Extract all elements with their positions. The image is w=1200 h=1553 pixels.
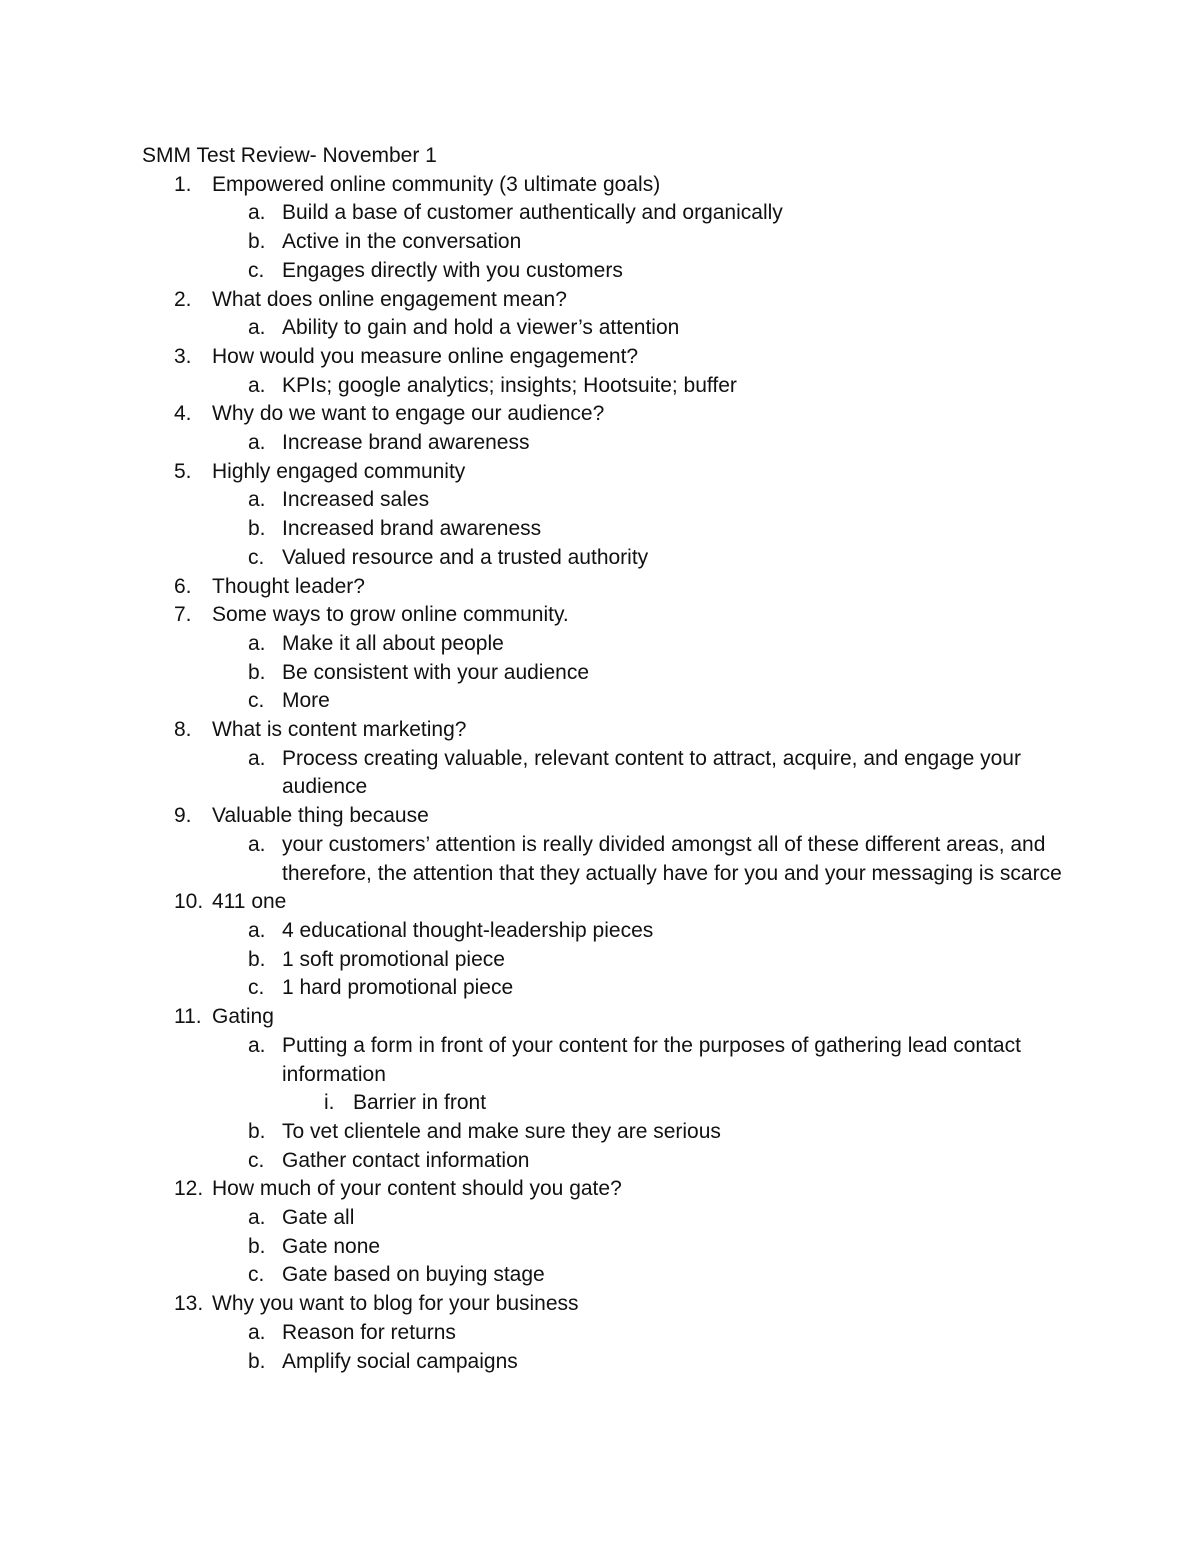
question-number: 3. [174,344,192,368]
answer-text: Gate none [282,1234,381,1258]
question-item [142,802,1062,888]
answer-text: Putting a form in front of your content for the purposes of gathering lead contact information [282,1033,1021,1086]
answer-text: Engages directly with you customers [282,258,623,282]
answer-letter: b. [248,947,266,971]
question-text: Highly engaged community [212,459,466,483]
answer-letter: c. [248,976,265,1000]
answer-letter: c. [248,689,265,713]
answer-letter: b. [248,1234,266,1258]
answer-text: Make it all about people [282,631,504,655]
question-text: How much of your content should you gate? [212,1177,622,1201]
answer-list [212,1319,1062,1376]
document-content [142,142,1062,1376]
answer-text: Gate based on buying stage [282,1263,545,1287]
answer-text: Reason for returns [282,1320,456,1344]
sub-answer-list [282,1089,1062,1118]
answer-item [212,659,1062,688]
answer-item [212,228,1062,257]
question-number: 8. [174,718,192,742]
answer-text: Be consistent with your audience [282,660,590,684]
question-number: 1. [174,172,192,196]
answer-text: Amplify social campaigns [282,1349,518,1373]
question-item [142,716,1062,802]
answer-item [212,630,1062,659]
question-item [142,1290,1062,1376]
question-number: 7. [174,603,192,627]
question-text: Thought leader? [212,574,365,598]
answer-letter: c. [248,1148,265,1172]
answer-item [212,1147,1062,1176]
answer-list [212,486,1062,572]
answer-letter: a. [248,746,266,770]
answer-item [212,1032,1062,1118]
sub-answer-item [282,1089,1062,1118]
answer-item [212,486,1062,515]
answer-item [212,1233,1062,1262]
question-number: 2. [174,287,192,311]
answer-letter: c. [248,1263,265,1287]
answer-letter: a. [248,1033,266,1057]
question-number: 11. [174,1005,202,1029]
answer-text: Ability to gain and hold a viewer’s attention [282,316,680,340]
question-item [142,888,1062,1003]
answer-text: Active in the conversation [282,230,522,254]
answer-item [212,687,1062,716]
question-number: 5. [174,459,192,483]
question-item [142,400,1062,457]
answer-item [212,917,1062,946]
answer-list [212,630,1062,716]
answer-letter: a. [248,488,266,512]
answer-list [212,314,1062,343]
answer-text: Increase brand awareness [282,431,530,455]
question-text: 411 one [212,890,287,914]
answer-letter: b. [248,1349,266,1373]
answer-letter: b. [248,517,266,541]
answer-item [212,372,1062,401]
sub-answer-text: Barrier in front [353,1091,487,1115]
answer-list [212,745,1062,802]
answer-item [212,831,1062,888]
question-item [142,601,1062,716]
answer-list [212,1204,1062,1290]
question-text: Some ways to grow online community. [212,603,569,627]
answer-text: Increased brand awareness [282,517,542,541]
answer-letter: a. [248,431,266,455]
question-text: Gating [212,1005,274,1029]
answer-item [212,1319,1062,1348]
answer-list [212,372,1062,401]
answer-text: 1 hard promotional piece [282,976,514,1000]
question-item [142,286,1062,343]
answer-list [212,831,1062,888]
answer-item [212,515,1062,544]
answer-item [212,199,1062,228]
question-item [142,1175,1062,1290]
answer-item [212,544,1062,573]
question-number: 10. [174,890,204,914]
question-number: 12. [174,1177,204,1201]
answer-text: Process creating valuable, relevant content to attract, acquire, and engage your audience [282,746,1021,799]
question-list [142,171,1062,1377]
answer-letter: b. [248,230,266,254]
question-item [142,573,1062,602]
answer-list [212,199,1062,285]
answer-item [212,314,1062,343]
answer-item [212,1118,1062,1147]
answer-letter: b. [248,1119,266,1143]
question-text: Valuable thing because [212,804,429,828]
sub-answer-numeral: i. [324,1091,335,1115]
question-text: Empowered online community (3 ultimate goals) [212,172,661,196]
question-text: Why do we want to engage our audience? [212,402,605,426]
answer-list [212,917,1062,1003]
answer-text: Gather contact information [282,1148,530,1172]
answer-letter: a. [248,918,266,942]
answer-letter: b. [248,660,266,684]
question-number: 6. [174,574,192,598]
question-item [142,171,1062,286]
answer-letter: a. [248,1206,266,1230]
answer-item [212,429,1062,458]
answer-text: More [282,689,330,713]
answer-letter: c. [248,545,265,569]
answer-letter: a. [248,201,266,225]
answer-letter: c. [248,258,265,282]
question-number: 13. [174,1292,204,1316]
question-text: How would you measure online engagement? [212,344,639,368]
answer-item [212,1204,1062,1233]
answer-item [212,1348,1062,1377]
question-text: Why you want to blog for your business [212,1292,579,1316]
answer-text: KPIs; google analytics; insights; Hootsuite; buffer [282,373,737,397]
answer-text: Build a base of customer authentically and organically [282,201,783,225]
question-text: What does online engagement mean? [212,287,567,311]
question-number: 4. [174,402,192,426]
answer-item [212,257,1062,286]
answer-text: To vet clientele and make sure they are serious [282,1119,721,1143]
question-item [142,1003,1062,1175]
answer-letter: a. [248,316,266,340]
answer-item [212,946,1062,975]
question-text: What is content marketing? [212,718,467,742]
question-item [142,343,1062,400]
answer-letter: a. [248,1320,266,1344]
question-item [142,458,1062,573]
answer-text: your customers’ attention is really divided amongst all of these different areas, and therefore, the attention that they actually have for you and your messaging is scarce [282,832,1062,885]
answer-letter: a. [248,631,266,655]
answer-text: Increased sales [282,488,430,512]
answer-text: 4 educational thought-leadership pieces [282,918,654,942]
answer-text: Valued resource and a trusted authority [282,545,649,569]
answer-list [212,429,1062,458]
answer-item [212,974,1062,1003]
document-title: SMM Test Review- November 1 [142,144,437,167]
answer-list [212,1032,1062,1176]
answer-letter: a. [248,373,266,397]
answer-item [212,745,1062,802]
answer-letter: a. [248,832,266,856]
answer-text: 1 soft promotional piece [282,947,505,971]
answer-text: Gate all [282,1206,355,1230]
answer-item [212,1261,1062,1290]
question-number: 9. [174,804,192,828]
